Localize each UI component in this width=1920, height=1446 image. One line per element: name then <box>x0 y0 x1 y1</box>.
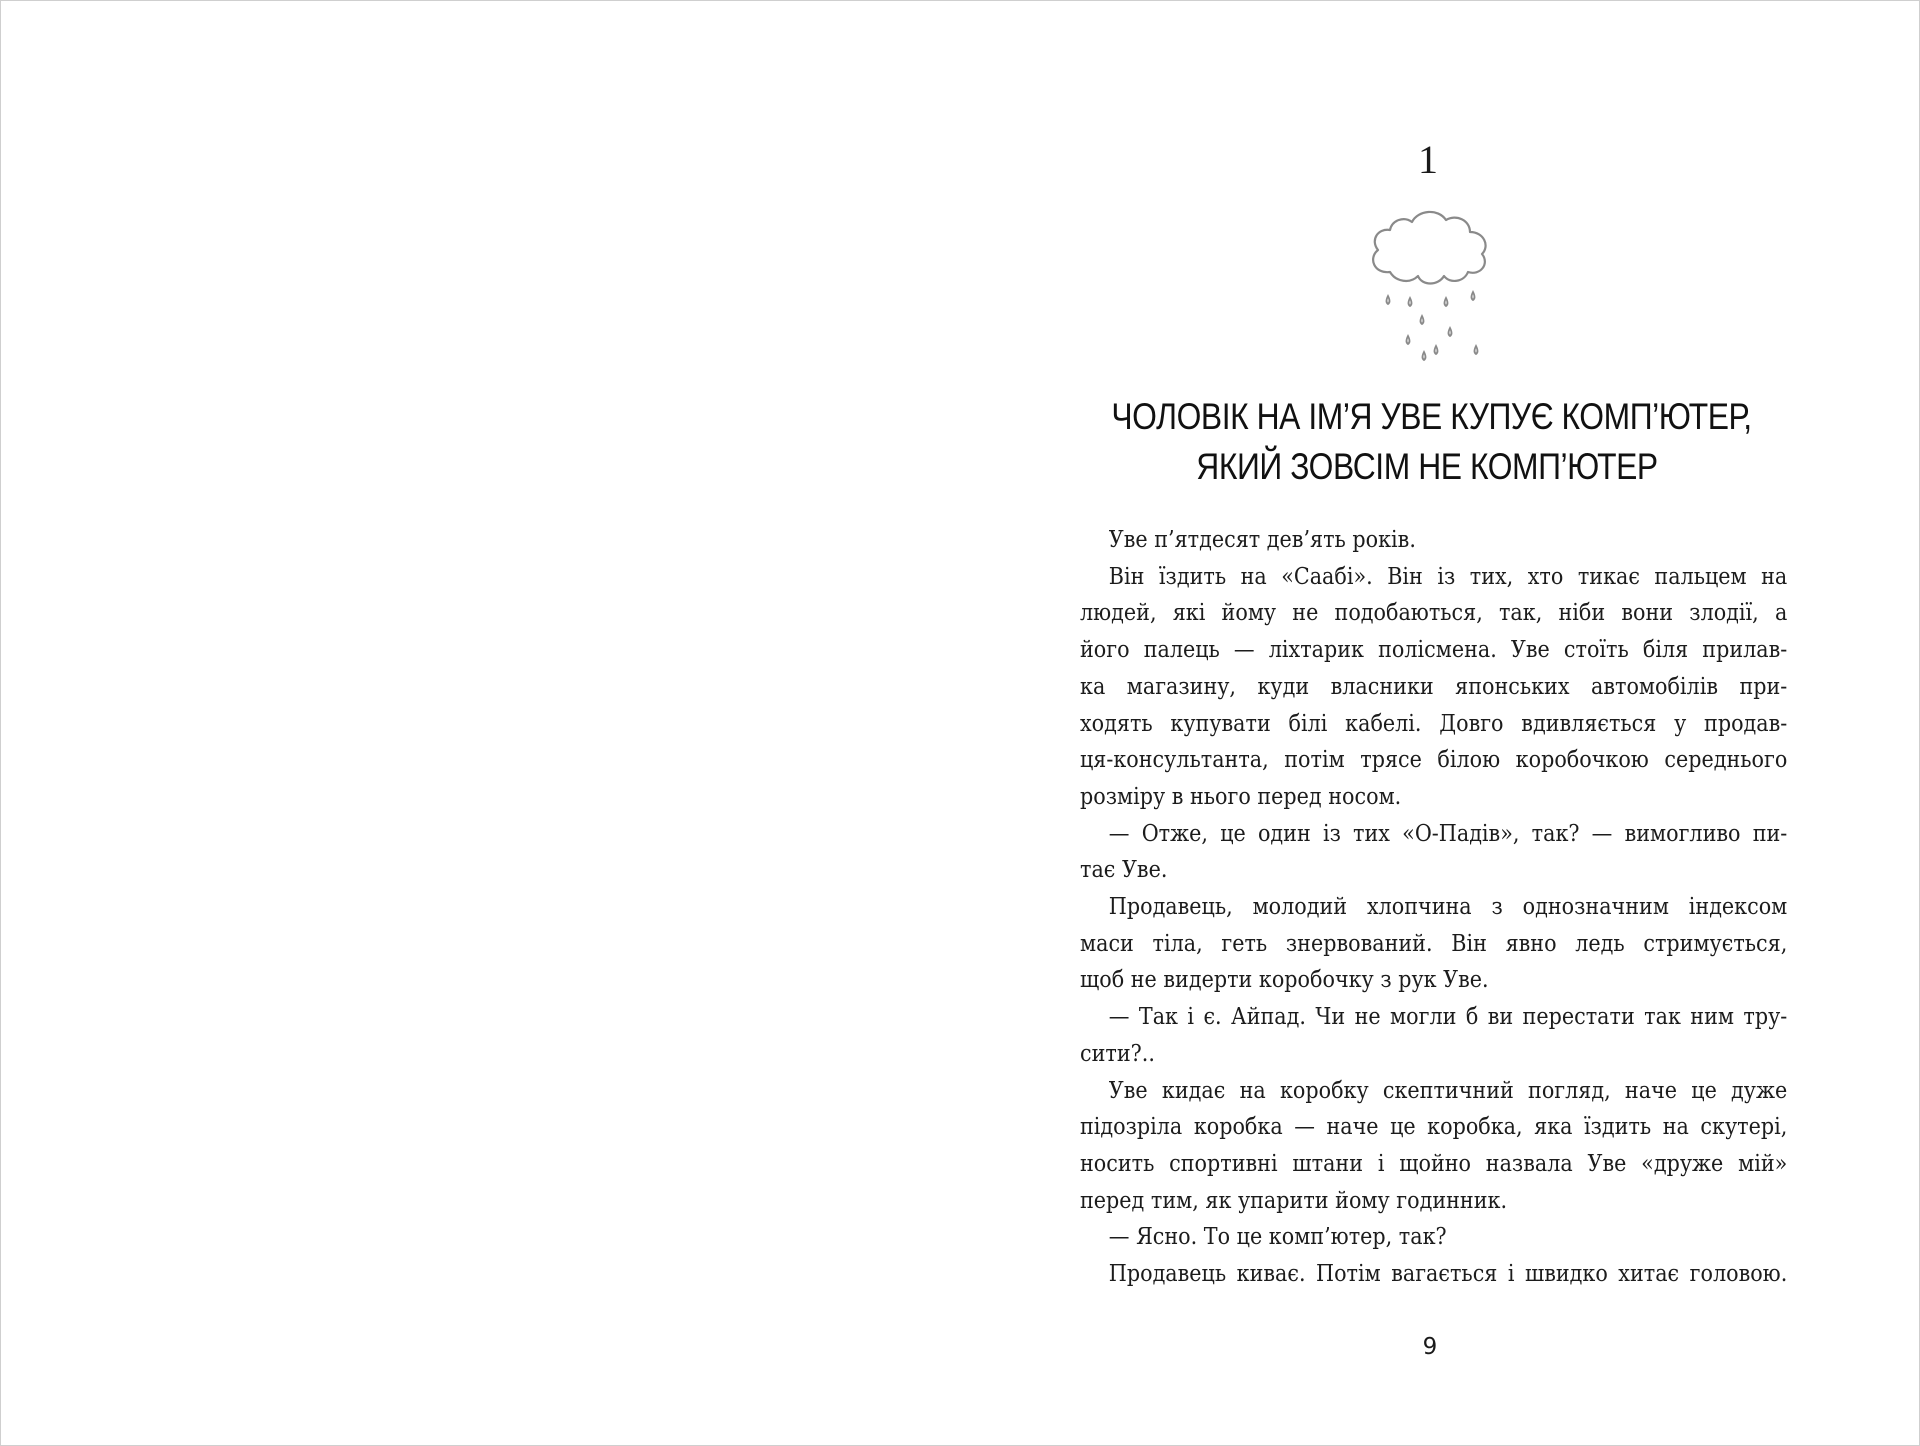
text-line: підозріла коробка — наче це коробка, яка їздить на скутері, <box>1080 1114 1788 1141</box>
text-line: ця-консультанта, потім трясе білою коробочкою середнього <box>1080 747 1788 774</box>
chapter-title-line: ЧОЛОВІК НА ІМ’Я УВЕ КУПУЄ КОМП’ЮТЕР, <box>1111 396 1752 437</box>
text-line: його палець — ліхтарик полісмена. Уве стоїть біля прилав- <box>1080 637 1788 664</box>
text-line: Продавець киває. Потім вагається і швидко хитає головою. <box>1108 1261 1788 1288</box>
text-line: — Так і є. Айпад. Чи не могли б ви перестати так ним тру- <box>1108 1004 1788 1031</box>
page-number: 9 <box>1422 1334 1438 1360</box>
chapter-title <box>1111 392 1752 492</box>
text-line: маси тіла, геть знервований. Він явно ледь стримується, <box>1080 930 1788 957</box>
text-line: розміру в нього перед носом. <box>1080 783 1402 810</box>
text-line: — Отже, це один із тих «О-Падів», так? — вимогливо пи- <box>1108 820 1788 847</box>
text-line: ходять купувати білі кабелі. Довго вдивляється у продав- <box>1080 710 1788 737</box>
text-line: Він їздить на «Саабі». Він із тих, хто тикає пальцем на <box>1108 563 1788 590</box>
text-line: Уве п’ятдесят дев’ять років. <box>1108 527 1416 553</box>
chapter-body-text <box>1080 522 1788 1293</box>
chapter-title-line: ЯКИЙ ЗОВСІМ НЕ КОМП’ЮТЕР <box>1196 446 1658 487</box>
text-line: тає Уве. <box>1080 857 1168 884</box>
left-page-blank <box>1 1 960 1445</box>
chapter-number: 1 <box>1418 137 1438 182</box>
text-line: Продавець, молодий хлопчина з однозначним індексом <box>1108 894 1788 921</box>
text-line: носить спортивні штани і щойно назвала Уве «друже мій» <box>1080 1150 1788 1177</box>
text-line: людей, які йому не подобаються, так, ніби вони злодії, а <box>1080 600 1788 627</box>
rain-cloud-icon <box>1360 200 1500 370</box>
text-line: ка магазину, куди власники японських автомобілів при- <box>1080 673 1788 700</box>
text-line: сити?.. <box>1080 1040 1155 1067</box>
text-line: перед тим, як упарити йому годинник. <box>1080 1187 1508 1214</box>
text-line: щоб не видерти коробочку з рук Уве. <box>1080 967 1489 994</box>
text-line: — Ясно. То це комп’ютер, так? <box>1108 1224 1447 1251</box>
text-line: Уве кидає на коробку скептичний погляд, наче це дуже <box>1108 1077 1788 1104</box>
